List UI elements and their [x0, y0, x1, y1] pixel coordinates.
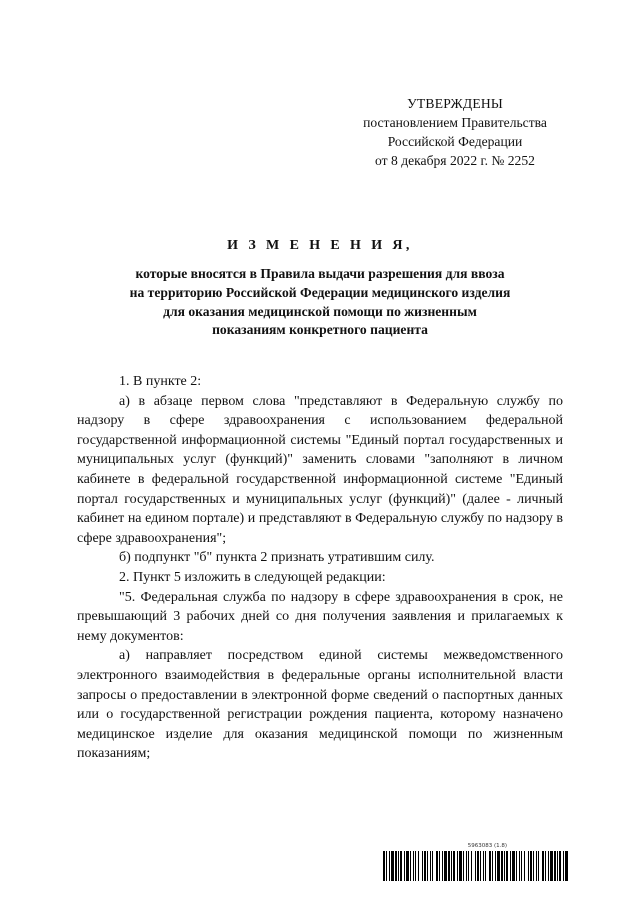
- document-title: И З М Е Н Е Н И Я,: [227, 238, 413, 253]
- subtitle-line-4: показаниям конкретного пациента: [212, 322, 428, 338]
- paragraph-6: а) направляет посредством единой системы межведомственного электронного взаимодействия в федеральные органы исполнительной власти запросы о предоставлении в электронной форме сведений о паспортных данных или о государственной регистрации рождения пациента, которому назначено медицинское изделие для оказания медицинской помощи по жизненным показаниям;: [77, 648, 563, 762]
- paragraph-3: б) подпункт "б" пункта 2 признать утратившим силу.: [119, 550, 435, 566]
- paragraph-2: а) в абзаце первом слова "представляют в Федеральную службу по надзору в сфере здравоохранения с использованием федеральной государственной информационной системы "Единый портал государственных и муниципальных услуг (функций)" заменить словами "заполняют в личном кабинете в федеральной государственной информационной системе "Единый портал государственных и муниципальных услуг (функций)" (далее - личный кабинет на едином портале) и представляют в Федеральную службу по надзору в сфере здравоохранения";: [77, 393, 563, 546]
- document-barcode: [383, 843, 569, 883]
- approval-line-3: от 8 декабря 2022 г. № 2252: [375, 153, 535, 168]
- subtitle-line-1: которые вносятся в Правила выдачи разрешения для ввоза: [135, 266, 505, 281]
- document-subtitle: [0, 265, 640, 340]
- subtitle-line-3: для оказания медицинской помощи по жизненным: [163, 303, 477, 319]
- barcode-icon: [383, 851, 569, 881]
- paragraph-5: "5. Федеральная служба по надзору в сфере здравоохранения в срок, не превышающий 3 рабочих дней со дня получения заявления и прилагаемых к нему документов:: [77, 589, 563, 644]
- paragraph-4: 2. Пункт 5 изложить в следующей редакции:: [119, 569, 386, 585]
- subtitle-line-2: на территорию Российской Федерации медицинского изделия: [129, 284, 511, 300]
- approval-block: [335, 94, 575, 170]
- approval-line-1: постановлением Правительства: [363, 115, 547, 130]
- approval-heading: УТВЕРЖДЕНЫ: [407, 96, 503, 111]
- document-body: [77, 372, 563, 764]
- paragraph-1: 1. В пункте 2:: [119, 374, 202, 389]
- approval-line-2: Российской Федерации: [387, 134, 523, 149]
- barcode-number: 5963083 (1.8): [467, 843, 507, 849]
